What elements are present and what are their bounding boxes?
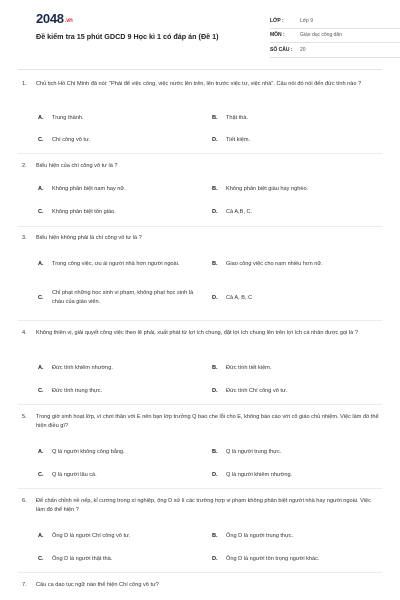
question-5 [22,413,380,478]
option-letter: D. [212,556,218,562]
meta-value: Giáo dục công dân [300,32,342,39]
option-text: Cả A,B, C. [226,209,253,215]
option-c[interactable] [38,136,198,145]
question-separator [18,153,382,154]
meta-row-count [270,43,400,58]
question-text: Chủ tịch Hồ Chí Minh đã nói: "Phải để việc công, việc nước lên trên, lên trước việc tư, việc nhà". Câu nói đó nói đến đức tính nào ? [36,81,362,87]
question-separator [18,226,382,227]
option-letter: C. [38,556,44,562]
option-text: Đức tính tiết kiệm. [226,365,272,371]
option-d[interactable] [212,288,372,308]
option-a[interactable] [38,185,198,194]
question-head [22,162,380,171]
question-head [22,234,380,243]
option-b[interactable] [212,254,372,274]
question-number: 4. [22,330,27,336]
question-number: 7. [22,582,27,588]
option-letter: A. [38,260,44,267]
option-text: Q là người lâu cá. [52,472,97,478]
option-a[interactable] [38,364,198,373]
option-d[interactable] [212,136,372,145]
option-text: Đức tính Chí công vô tư. [226,388,288,394]
option-letter: D. [212,209,218,215]
question-number: 3. [22,235,27,241]
option-text: Ông D là người tôn trọng người khác. [226,556,320,562]
option-text: Trong công việc, ưu ái người nhà hơn người ngoài. [52,260,180,267]
question-7 [22,581,380,590]
question-head [22,413,380,431]
option-d[interactable] [212,471,372,480]
option-text: Không phân biệt giàu hay nghèo. [226,186,309,192]
option-letter: C. [38,472,44,478]
option-b[interactable] [212,532,372,541]
option-letter: C. [38,137,44,143]
question-3 [22,234,380,305]
question-separator [18,572,382,573]
question-text: Không thiên vị, giải quyết công việc theo lẽ phải, xuất phát từ lợi ích chung, đặt lợi ích chung lên trên lợi ích cá nhân được gọi là ? [36,330,358,336]
header-divider [18,69,382,70]
option-text: Không phân biệt nam hay nữ. [52,186,126,192]
question-6 [22,497,380,562]
question-separator [18,488,382,489]
option-text: Q là người không công bằng. [52,449,125,455]
meta-row-class [270,14,400,29]
question-number: 2. [22,163,27,169]
option-d[interactable] [212,387,372,396]
question-head [22,497,380,515]
option-text: Trung thành. [52,115,84,121]
site-logo[interactable]: 2048.vn [36,11,73,26]
option-letter: A. [38,365,44,371]
option-letter: A. [38,533,44,539]
question-head [22,329,380,338]
question-text: Để chấn chỉnh nề nếp, kỉ cương trong xí nghiệp, ông D xử lí các trường hợp vi phạm không phân biệt người nhà hay người ngoài. Việc làm đó thể hiện ? [36,498,371,513]
option-a[interactable] [38,532,198,541]
meta-value: Lớp 9 [300,17,314,24]
option-letter: B. [212,115,218,121]
option-letter: C. [38,209,44,215]
option-letter: B. [212,533,218,539]
option-b[interactable] [212,185,372,194]
option-c[interactable] [38,208,198,217]
option-text: Ông D là người trung thực. [226,533,294,539]
meta-value: 20 [300,46,306,53]
option-a[interactable] [38,254,198,274]
option-letter: D. [212,388,218,394]
option-b[interactable] [212,448,372,457]
question-text: Trong giờ sinh hoạt lớp, vì chơi thân với E nên bạn lớp trưởng Q bao che lỗi cho E, không báo cáo với cô giáo chủ nhiệm. Việc làm đó thể hiện điều gì? [36,414,379,429]
option-a[interactable] [38,448,198,457]
option-letter: A. [38,449,44,455]
option-c[interactable] [38,555,198,564]
question-separator [18,404,382,405]
meta-key: LỚP : [270,17,284,24]
question-number: 5. [22,414,27,420]
meta-key: SỐ CÂU : [270,46,293,53]
option-text: Đức tính khiêm nhường. [52,365,113,371]
option-b[interactable] [212,364,372,373]
option-letter: D. [212,472,218,478]
option-text: Ông D là người thật thà. [52,556,113,562]
option-a[interactable] [38,114,198,123]
option-text: Tiết kiệm. [226,137,251,143]
option-d[interactable] [212,555,372,564]
option-letter: D. [212,137,218,143]
question-text: Biểu hiện không phải là chí công vô tư là ? [36,235,142,241]
question-separator [18,320,382,321]
header [18,0,382,66]
option-letter: C. [38,388,44,394]
option-letter: D. [212,294,218,301]
question-number: 1. [22,81,27,87]
question-head [22,80,380,89]
question-head [22,581,380,590]
option-text: Đức tính trung thực. [52,388,103,394]
question-text: Biểu hiện của chí công vô tư là ? [36,163,118,169]
option-text: Chỉ phạt những học sinh vi phạm, không phạt học sinh là cháu của giáo viên. [52,290,194,305]
option-text: Ông D là người Chí công vô tư. [52,533,131,539]
option-text: Q là người trung thực. [226,449,282,455]
option-text: Cả A, B, C [226,294,253,301]
option-c[interactable] [38,387,198,396]
option-letter: B. [212,186,218,192]
page-title: Đề kiểm tra 15 phút GDCD 9 Học kì 1 có đáp án (Đề 1) [36,32,219,41]
option-text: Thật thà. [226,115,249,121]
option-c[interactable] [38,471,198,480]
meta-row-subject [270,29,400,44]
option-text: Chí công vô tư. [52,137,91,143]
exam-meta-table [270,14,400,58]
option-letter: B. [212,449,218,455]
option-b[interactable] [212,114,372,123]
option-letter: C. [38,294,44,301]
option-letter: A. [38,186,44,192]
question-1 [22,80,380,143]
option-letter: B. [212,365,218,371]
question-number: 6. [22,498,27,504]
option-c[interactable] [38,288,198,308]
option-d[interactable] [212,208,372,217]
question-4 [22,329,380,394]
question-text: Câu ca dao tục ngữ nào thể hiện Chí công vô tư? [36,582,159,588]
option-letter: A. [38,115,44,121]
option-text: Giao công việc cho nam nhiều hơn nữ. [226,260,323,267]
option-text: Q là người khiêm nhường. [226,472,293,478]
question-2 [22,162,380,215]
meta-key: MÔN : [270,32,285,39]
option-letter: B. [212,260,218,267]
option-text: Không phân biệt tôn giáo. [52,209,116,215]
